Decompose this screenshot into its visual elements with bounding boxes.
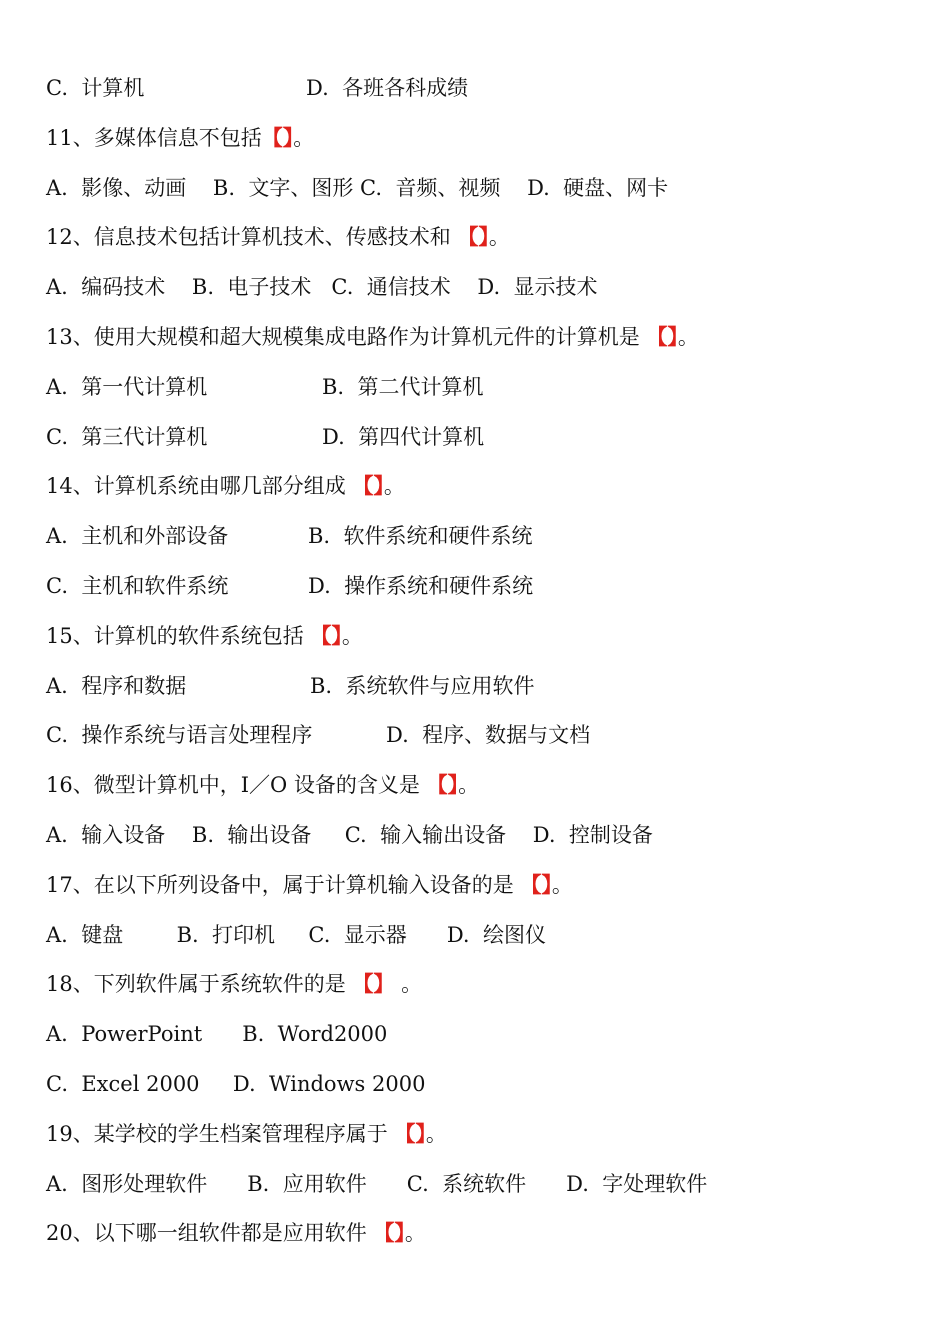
- question-line: [46, 1118, 447, 1150]
- option-text: C. 操作系统与语言处理程序: [46, 723, 313, 747]
- option-text: D. 各班各科成绩: [306, 76, 469, 100]
- option-text: A. PowerPoint B. Word2000: [46, 1022, 388, 1046]
- question-line: [46, 620, 363, 652]
- option-text: A. 程序和数据: [46, 674, 187, 698]
- question-end-mark: 。: [488, 225, 510, 249]
- question-end-mark: 。: [677, 325, 699, 349]
- option-text: C. 第三代计算机: [46, 425, 208, 449]
- question-text: 14、计算机系统由哪几部分组成: [46, 474, 353, 498]
- option-text: A. 键盘 B. 打印机 C. 显示器 D. 绘图仪: [46, 923, 546, 947]
- question-end-mark: 。: [293, 126, 315, 150]
- question-end-mark: 。: [404, 1221, 426, 1245]
- question-text: 13、使用大规模和超大规模集成电路作为计算机元件的计算机是: [46, 325, 647, 349]
- option-text: A. 影像、动画 B. 文字、图形 C. 音频、视频 D. 硬盘、网卡: [46, 176, 669, 200]
- question-text: 18、下列软件属于系统软件的是: [46, 972, 353, 996]
- option-text: A. 第一代计算机: [46, 375, 208, 399]
- question-text: 20、以下哪一组软件都是应用软件: [46, 1221, 374, 1245]
- option-text: C. Excel 2000 D. Windows 2000: [46, 1072, 426, 1096]
- question-text: 15、计算机的软件系统包括: [46, 624, 311, 648]
- option-text: A. 主机和外部设备: [46, 524, 229, 548]
- option-text: A. 图形处理软件 B. 应用软件 C. 系统软件 D. 字处理软件: [46, 1172, 708, 1196]
- answer-bracket: 【】: [373, 1220, 405, 1245]
- question-line: [46, 221, 510, 253]
- answer-bracket: 【】: [352, 473, 384, 498]
- option-text: C. 计算机: [46, 76, 145, 100]
- question-text: 12、信息技术包括计算机技术、传感技术和: [46, 225, 458, 249]
- option-text: B. 系统软件与应用软件: [310, 674, 535, 698]
- answer-bracket: 【】: [520, 872, 552, 897]
- question-line: [46, 470, 405, 502]
- option-text: A. 输入设备 B. 输出设备 C. 输入输出设备 D. 控制设备: [46, 823, 653, 847]
- option-text: B. 第二代计算机: [322, 375, 484, 399]
- question-text: 19、某学校的学生档案管理程序属于: [46, 1122, 395, 1146]
- option-text: D. 操作系统和硬件系统: [308, 574, 534, 598]
- question-line: [46, 869, 573, 901]
- answer-bracket: 【】: [394, 1121, 426, 1146]
- question-text: 11、多媒体信息不包括: [46, 126, 262, 150]
- question-line: [46, 968, 422, 1000]
- question-text: 17、在以下所列设备中，属于计算机输入设备的是: [46, 873, 521, 897]
- answer-bracket: 【】: [352, 971, 395, 996]
- question-line: [46, 1217, 426, 1249]
- question-end-mark: 。: [551, 873, 573, 897]
- answer-bracket: 【】: [261, 125, 294, 150]
- question-line: [46, 769, 479, 801]
- question-line: [46, 321, 699, 353]
- answer-bracket: 【】: [646, 324, 678, 349]
- option-text: D. 程序、数据与文档: [386, 723, 591, 747]
- question-end-mark: 。: [394, 972, 423, 996]
- answer-bracket: 【】: [426, 772, 459, 797]
- option-text: D. 第四代计算机: [322, 425, 485, 449]
- question-end-mark: 。: [425, 1122, 447, 1146]
- question-end-mark: 。: [341, 624, 363, 648]
- question-end-mark: 。: [458, 773, 480, 797]
- question-end-mark: 。: [383, 474, 405, 498]
- option-text: C. 主机和软件系统: [46, 574, 229, 598]
- question-text: 16、微型计算机中，I／O 设备的含义是: [46, 773, 427, 797]
- answer-bracket: 【】: [310, 623, 342, 648]
- option-text: B. 软件系统和硬件系统: [308, 524, 533, 548]
- option-text: A. 编码技术 B. 电子技术 C. 通信技术 D. 显示技术: [46, 275, 598, 299]
- question-line: [46, 122, 314, 154]
- answer-bracket: 【】: [457, 224, 489, 249]
